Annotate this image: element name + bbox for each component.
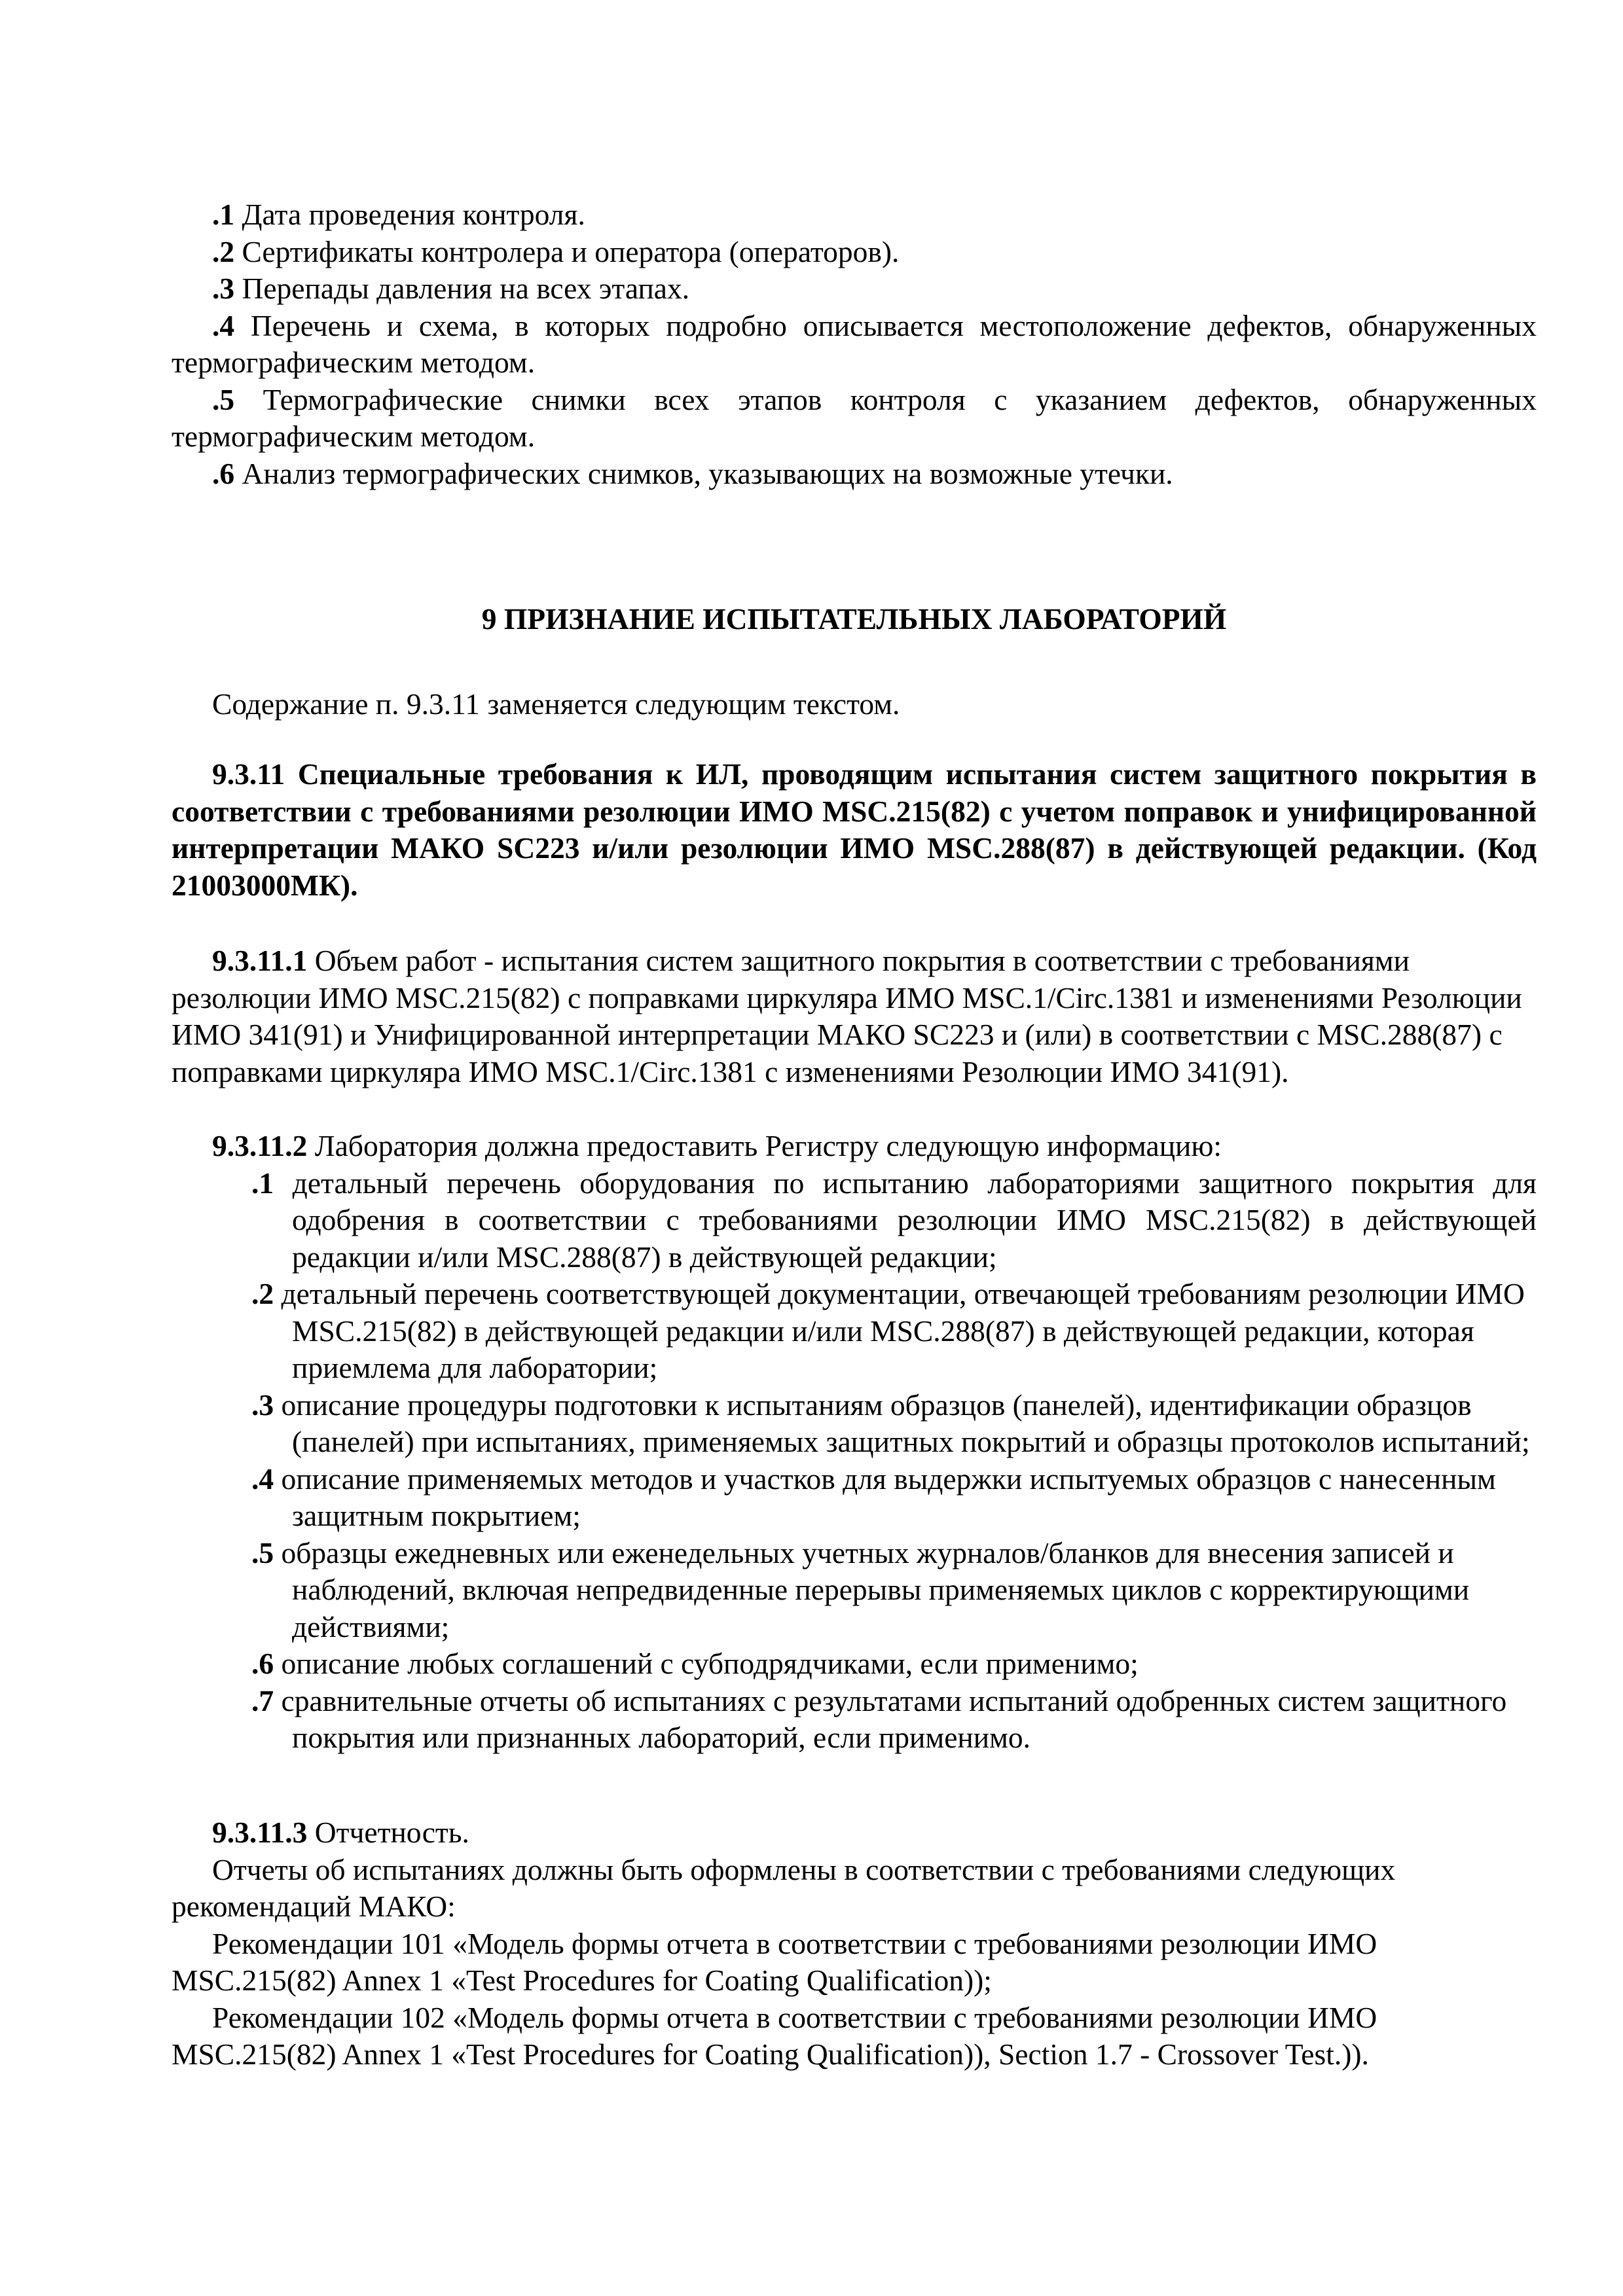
list-item: .4 описание применяемых методов и участков для выдержки испытуемых образцов с нанесенным защитным покрытием; <box>251 1462 1496 1532</box>
clause-9-3-11-2: 9.3.11.2 Лаборатория должна предоставить Регистру следующую информацию: .1 детальный перечень оборудования по испытанию лабораториями защитного покрытия для одобрения в соответствии с требованиями резолюции ИМО MSC.215(82) в действующей редакции и/или MSC.288(87) в действующей редакции; .2 детальный перечень соответствующей документации, отвечающей требованиям резолюции ИМО MSC.215(82) в действующей редакции и/или MSC.288(87) в действующей редакции, которая приемлема для лаборатории; .3 описание процедуры подготовки к испытаниям образцов (панелей), идентификации образцов (панелей) при испытаниях, применяемых защитных покрытий и образцы протоколов испытаний; .4 описание применяемых методов и участков для выдержки испытуемых образцов с нанесенным защитным покрытием; .5 образцы ежедневных или еженедельных учетных журналов/бланков для внесения записей и наблюдений, включая непредвиденные перерывы применяемых циклов с корректирующими действиями; .6 описание любых соглашений с субподрядчиками, если применимо; .7 сравнительные отчеты об испытаниях с результатами испытаний одобренных систем защитного покрытия или признанных лабораторий, если применимо. <box>172 1128 1537 1757</box>
list-item: .6 Анализ термографических снимков, указывающих на возможные утечки. <box>212 456 1173 490</box>
list-item: .1 Дата проведения контроля. <box>212 198 585 231</box>
section-title: 9 ПРИЗНАНИЕ ИСПЫТАТЕЛЬНЫХ ЛАБОРАТОРИЙ <box>481 602 1227 636</box>
list-item: .2 детальный перечень соответствующей документации, отвечающей требованиям резолюции ИМО MSC.215(82) в действующей редакции и/или MSC.288(87) в действующей редакции, которая приемлема для лаборатории; <box>251 1277 1525 1384</box>
list-item: .4 Перечень и схема, в которых подробно описывается местоположение дефектов, обнаруженных термографическим методом. <box>172 308 1537 379</box>
recommendation-101: Рекомендации 101 «Модель формы отчета в соответствии с требованиями резолюции ИМО MSC.215(82) Annex 1 «Test Procedures for Coating Qualification)); <box>172 1926 1377 1997</box>
list-item: .5 Термографические снимки всех этапов контроля с указанием дефектов, обнаруженных термографическим методом. <box>172 382 1537 453</box>
list-item: .5 образцы ежедневных или еженедельных учетных журналов/бланков для внесения записей и наблюдений, включая непредвиденные перерывы применяемых циклов с корректирующими действиями; <box>251 1535 1470 1643</box>
clause-heading: 9.3.11 Специальные требования к ИЛ, проводящим испытания систем защитного покрытия в соответствии с требованиями резолюции ИМО MSC.215(82) с учетом поправок и унифицированной интерпретации МАКО SC223 и/или резолюции ИМО MSC.288(87) в действующей редакции. (Код 21003000МК). <box>172 757 1537 902</box>
list-item: .3 описание процедуры подготовки к испытаниям образцов (панелей), идентификации образцов (панелей) при испытаниях, применяемых защитных покрытий и образцы протоколов испытаний; <box>251 1388 1530 1458</box>
section-intro: Содержание п. 9.3.11 заменяется следующим текстом. <box>212 687 900 721</box>
clause-9-3-11-1: 9.3.11.1 Объем работ - испытания систем защитного покрытия в соответствии с требованиями резолюции ИМО MSC.215(82) с поправками циркуляра ИМО MSC.1/Circ.1381 и изменениями Резолюции ИМО 341(91) и Унифицированной интерпретации МАКО SC223 и (или) в соответствии с MSC.288(87) с поправками циркуляра ИМО MSC.1/Circ.1381 с изменениями Резолюции ИМО 341(91). <box>172 944 1522 1088</box>
top-list <box>172 196 1537 492</box>
clause-9-3-11-3: 9.3.11.3 Отчетность. Отчеты об испытаниях должны быть оформлены в соответствии с требованиями следующих рекомендаций МАКО: Рекомендации 101 «Модель формы отчета в соответствии с требованиями резолюции ИМО MSC.215(82) Annex 1 «Test Procedures for Coating Qualification)); Рекомендации 102 «Модель формы отчета в соответствии с требованиями резолюции ИМО MSC.215(82) Annex 1 «Test Procedures for Coating Qualification)), Section 1.7 - Crossover Test.)). <box>172 1814 1537 2073</box>
list-item: .6 описание любых соглашений с субподрядчиками, если применимо; <box>251 1647 1139 1680</box>
reports-body: Отчеты об испытаниях должны быть оформлены в соответствии с требованиями следующих рекомендаций МАКО: <box>172 1852 1396 1923</box>
list-item: .2 Сертификаты контролера и оператора (операторов). <box>212 234 900 268</box>
list-item: .7 сравнительные отчеты об испытаниях с результатами испытаний одобренных систем защитного покрытия или признанных лабораторий, если применимо. <box>251 1683 1507 1754</box>
recommendation-102: Рекомендации 102 «Модель формы отчета в соответствии с требованиями резолюции ИМО MSC.215(82) Annex 1 «Test Procedures for Coating Qualification)), Section 1.7 - Crossover Test.)). <box>172 2000 1377 2071</box>
list-item: .1 детальный перечень оборудования по испытанию лабораториями защитного покрытия для одобрения в соответствии с требованиями резолюции ИМО MSC.215(82) в действующей редакции и/или MSC.288(87) в действующей редакции; <box>251 1166 1537 1274</box>
list-item: .3 Перепады давления на всех этапах. <box>212 272 690 305</box>
